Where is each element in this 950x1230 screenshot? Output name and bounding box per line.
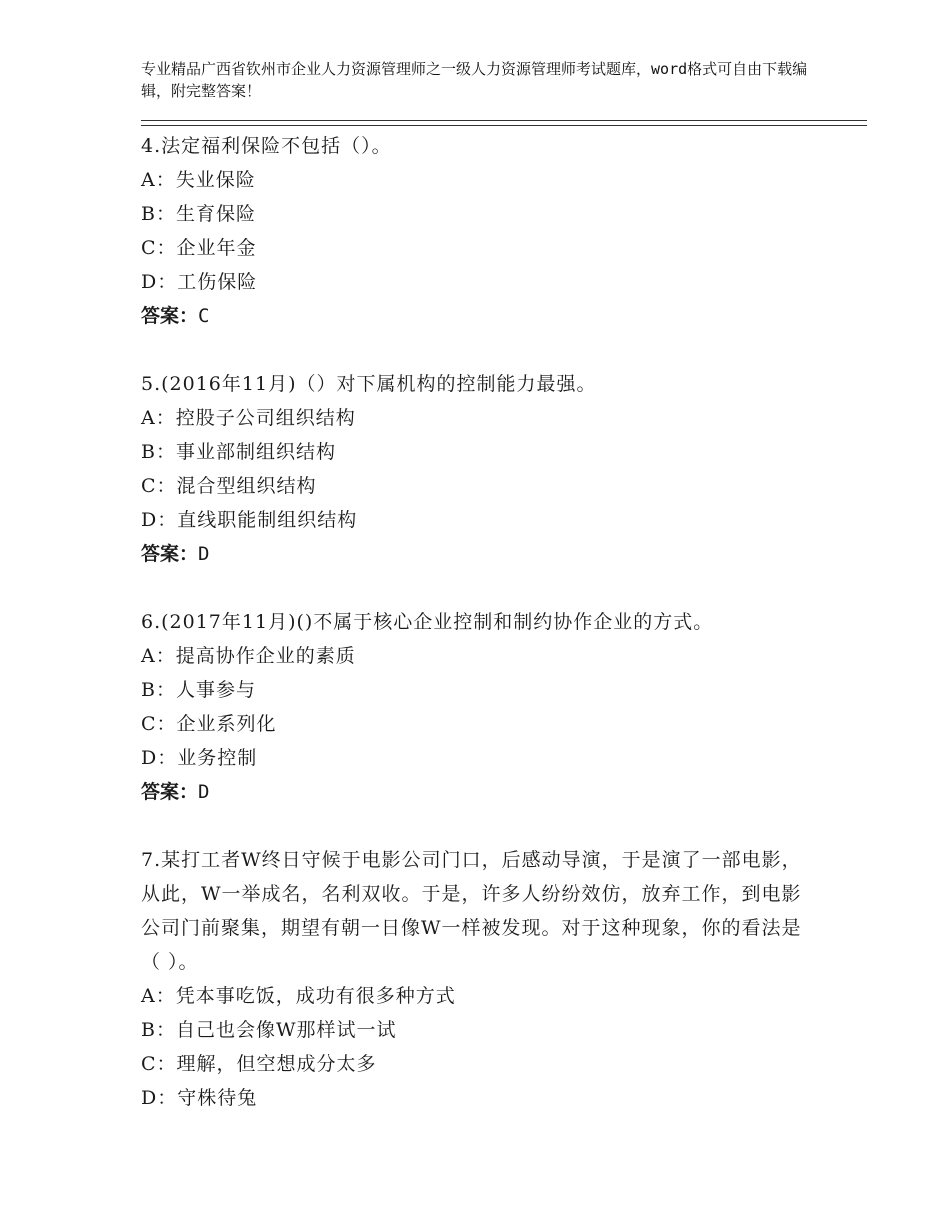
option-a: A：失业保险: [141, 169, 256, 191]
answer: [141, 537, 831, 571]
question-7: [141, 843, 831, 1115]
option-d: D：守株待兔: [141, 1087, 258, 1109]
option-c: C：企业年金: [141, 237, 257, 259]
header-divider-bottom: [141, 125, 867, 126]
option-b: B：自己也会像W那样试一试: [141, 1019, 397, 1041]
answer: [141, 299, 831, 333]
question-4: [141, 129, 831, 333]
option-a: A：提高协作企业的素质: [141, 645, 356, 667]
question-stem: 5.(2016年11月)（）对下属机构的控制能力最强。: [141, 373, 597, 395]
question-stem: 4.法定福利保险不包括（）。: [141, 135, 392, 157]
answer-value: C: [198, 305, 210, 327]
option-c: C：混合型组织结构: [141, 475, 317, 497]
answer-label: 答案：: [141, 781, 199, 803]
question-6: [141, 605, 831, 809]
answer-label: 答案：: [141, 305, 199, 327]
question-list: [141, 129, 831, 1115]
option-c: C：理解，但空想成分太多: [141, 1053, 377, 1075]
option-d: D：业务控制: [141, 747, 258, 769]
option-b: B：人事参与: [141, 679, 256, 701]
question-stem: 6.(2017年11月)()不属于核心企业控制和制约协作企业的方式。: [141, 611, 714, 633]
option-b: B：生育保险: [141, 203, 256, 225]
option-a: A：控股子公司组织结构: [141, 407, 356, 429]
answer-value: D: [198, 781, 210, 803]
header-divider-top: [141, 120, 867, 121]
answer-label: 答案：: [141, 543, 199, 565]
question-5: [141, 367, 831, 571]
option-b: B：事业部制组织结构: [141, 441, 336, 463]
document-header: 专业精品广西省钦州市企业人力资源管理师之一级人力资源管理师考试题库，word格式可自由下载编辑，附完整答案！: [141, 60, 808, 100]
question-stem: 7.某打工者W终日守候于电影公司门口，后感动导演，于是演了一部电影，从此，W一举成名，名利双收。于是，许多人纷纷效仿，放弃工作，到电影公司门前聚集，期望有朝一日像W一样被发现。对于这种现象，你的看法是（ ）。: [141, 849, 802, 973]
option-a: A：凭本事吃饭，成功有很多种方式: [141, 985, 456, 1007]
answer-value: D: [198, 543, 210, 565]
option-d: D：工伤保险: [141, 271, 258, 293]
option-c: C：企业系列化: [141, 713, 277, 735]
option-d: D：直线职能制组织结构: [141, 509, 358, 531]
answer: [141, 775, 831, 809]
